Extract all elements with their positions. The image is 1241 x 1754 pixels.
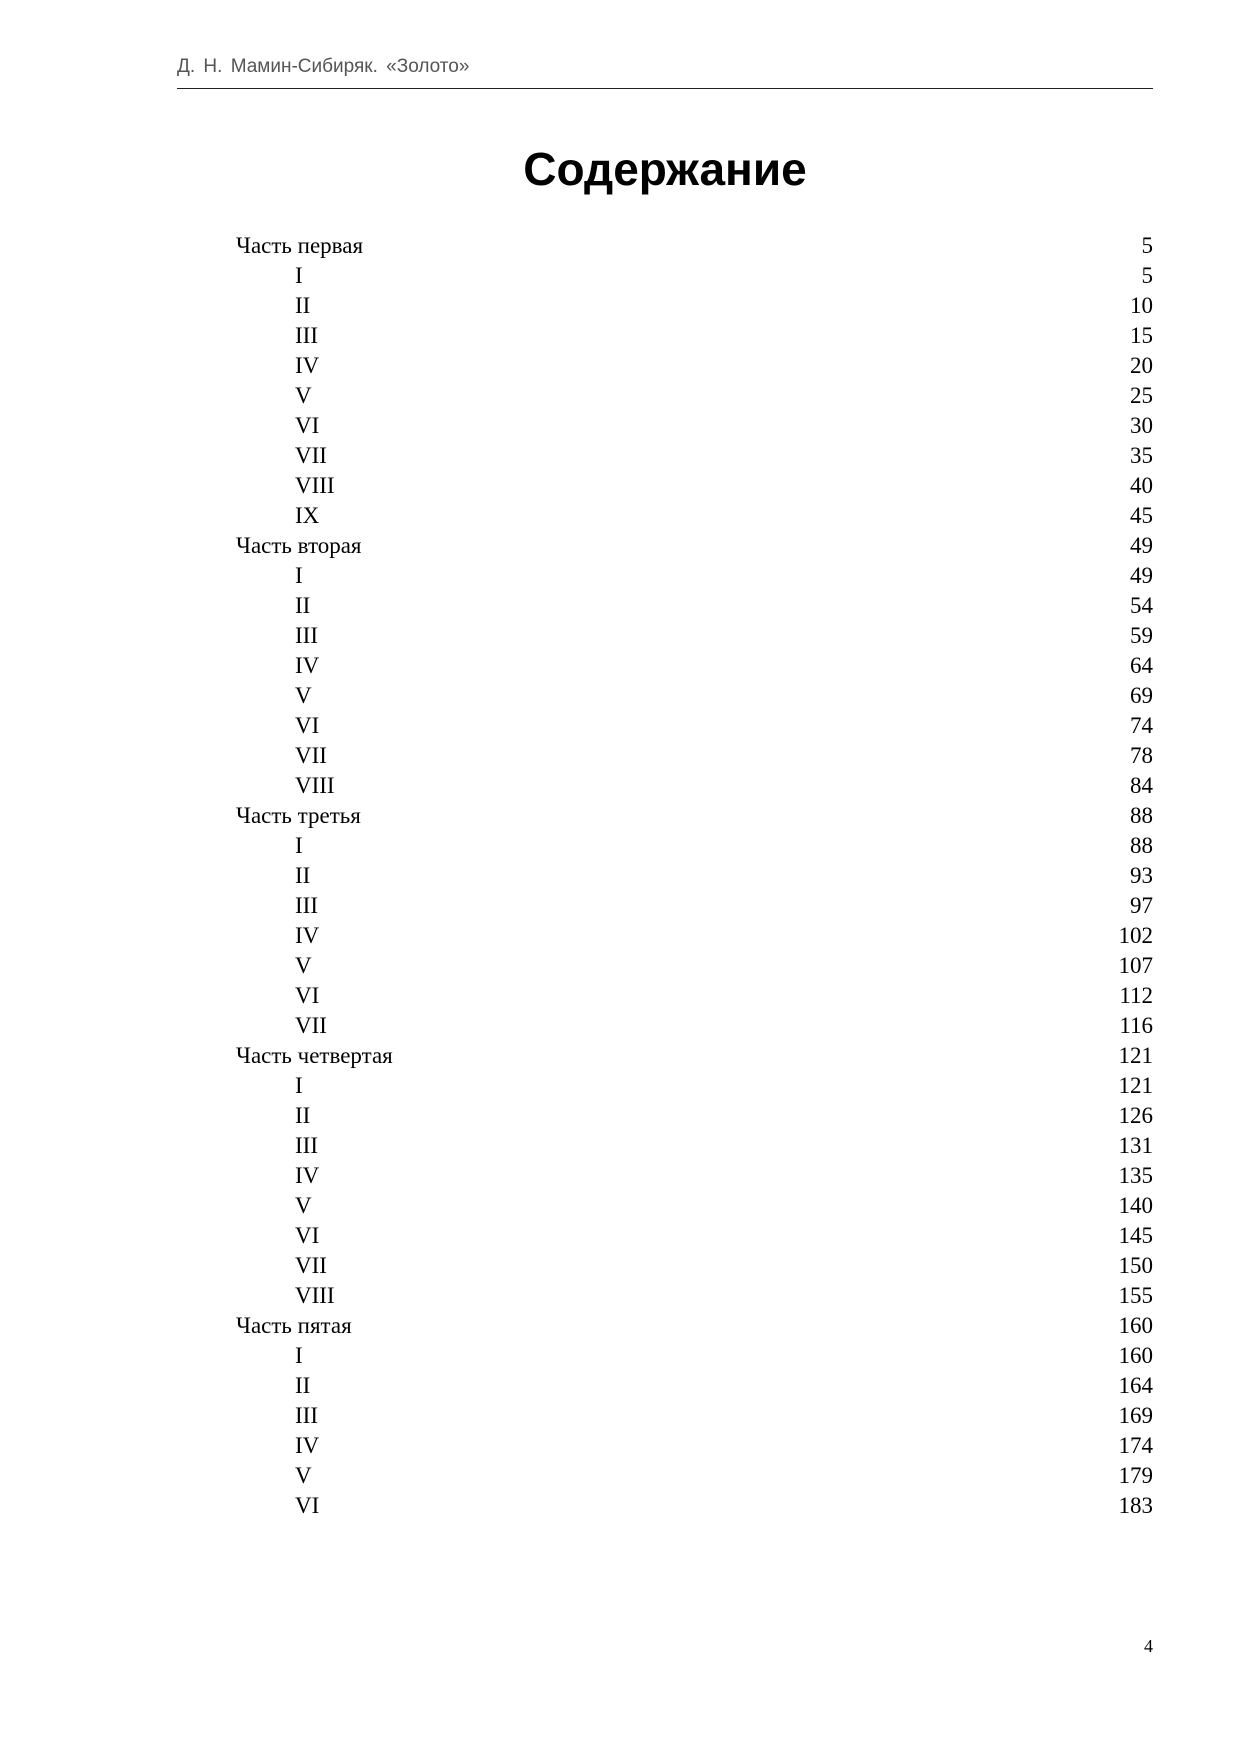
toc-chapter-entry[interactable] xyxy=(236,1281,1153,1311)
toc-part-title: Часть первая xyxy=(236,233,364,258)
toc-page-number: 112 xyxy=(1119,983,1153,1008)
page-title: Содержание xyxy=(523,143,807,195)
toc-chapter-number: I xyxy=(295,1073,303,1098)
toc-chapter-number: II xyxy=(295,1373,311,1398)
toc-chapter-entry[interactable] xyxy=(236,1191,1153,1221)
toc-chapter-entry[interactable] xyxy=(236,921,1153,951)
toc-chapter-entry[interactable] xyxy=(236,681,1153,711)
toc-page-number: 169 xyxy=(1118,1403,1153,1428)
toc-page-number: 107 xyxy=(1118,953,1153,978)
toc-part-entry[interactable] xyxy=(236,531,1153,561)
toc-part-title: Часть третья xyxy=(236,803,361,828)
toc-chapter-entry[interactable] xyxy=(236,261,1153,291)
toc-page-number: 164 xyxy=(1118,1373,1153,1398)
toc-chapter-number: IV xyxy=(295,1433,320,1458)
toc-chapter-entry[interactable] xyxy=(236,1011,1153,1041)
toc-page-number: 145 xyxy=(1118,1223,1153,1248)
toc-page-number: 64 xyxy=(1130,653,1153,678)
toc-page-number: 25 xyxy=(1130,383,1153,408)
toc-chapter-entry[interactable] xyxy=(236,1071,1153,1101)
toc-chapter-entry[interactable] xyxy=(236,291,1153,321)
toc-chapter-number: IV xyxy=(295,923,320,948)
toc-page-number: 69 xyxy=(1130,683,1153,708)
toc-page-number: 30 xyxy=(1130,413,1153,438)
toc-page-number: 121 xyxy=(1118,1073,1153,1098)
toc-chapter-entry[interactable] xyxy=(236,1431,1153,1461)
toc-page-number: 126 xyxy=(1118,1103,1153,1128)
toc-chapter-number: V xyxy=(295,383,312,408)
toc-chapter-entry[interactable] xyxy=(236,771,1153,801)
toc-chapter-number: II xyxy=(295,1103,311,1128)
toc-page-number: 45 xyxy=(1130,503,1153,528)
toc-page-number: 49 xyxy=(1130,533,1153,558)
running-header: Д. Н. Мамин-Сибиряк. «Золото» xyxy=(177,56,470,77)
toc-chapter-number: VI xyxy=(295,1493,320,1518)
toc-page-number: 88 xyxy=(1130,833,1153,858)
toc-chapter-number: IV xyxy=(295,653,320,678)
toc-page-number: 97 xyxy=(1130,893,1153,918)
toc-chapter-number: III xyxy=(295,1133,318,1158)
toc-page-number: 102 xyxy=(1118,923,1153,948)
toc-chapter-entry[interactable] xyxy=(236,411,1153,441)
toc-chapter-number: V xyxy=(295,1193,312,1218)
toc-part-title: Часть пятая xyxy=(236,1313,352,1338)
toc-chapter-number: III xyxy=(295,893,318,918)
toc-page-number: 160 xyxy=(1118,1343,1153,1368)
toc-part-entry[interactable] xyxy=(236,801,1153,831)
toc-chapter-entry[interactable] xyxy=(236,1341,1153,1371)
toc-chapter-number: VI xyxy=(295,983,320,1008)
toc-page-number: 93 xyxy=(1130,863,1153,888)
toc-chapter-number: II xyxy=(295,593,311,618)
toc-chapter-number: VI xyxy=(295,413,320,438)
toc-chapter-entry[interactable] xyxy=(236,1101,1153,1131)
toc-page-number: 160 xyxy=(1118,1313,1153,1338)
toc-page-number: 183 xyxy=(1118,1493,1153,1518)
toc-chapter-number: I xyxy=(295,833,303,858)
toc-page-number: 140 xyxy=(1118,1193,1153,1218)
toc-page-number: 20 xyxy=(1130,353,1153,378)
toc-chapter-entry[interactable] xyxy=(236,981,1153,1011)
toc-chapter-number: VIII xyxy=(295,773,335,798)
toc-page-number: 40 xyxy=(1130,473,1153,498)
toc-page-number: 10 xyxy=(1130,293,1153,318)
toc-chapter-entry[interactable] xyxy=(236,471,1153,501)
toc-chapter-number: I xyxy=(295,263,303,288)
toc-chapter-number: V xyxy=(295,1463,312,1488)
toc-part-entry[interactable] xyxy=(236,1041,1153,1071)
toc-chapter-number: I xyxy=(295,563,303,588)
toc-chapter-entry[interactable] xyxy=(236,1251,1153,1281)
toc-chapter-number: VII xyxy=(295,1253,327,1278)
toc-chapter-entry[interactable] xyxy=(236,711,1153,741)
toc-chapter-entry[interactable] xyxy=(236,1401,1153,1431)
toc-chapter-entry[interactable] xyxy=(236,561,1153,591)
toc-chapter-number: III xyxy=(295,623,318,648)
toc-page-number: 54 xyxy=(1130,593,1153,618)
toc-chapter-number: VII xyxy=(295,1013,327,1038)
toc-page-number: 49 xyxy=(1130,563,1153,588)
toc-chapter-number: VIII xyxy=(295,473,335,498)
toc-chapter-number: V xyxy=(295,683,312,708)
toc-chapter-entry[interactable] xyxy=(236,501,1153,531)
toc-chapter-number: II xyxy=(295,293,311,318)
toc-chapter-entry[interactable] xyxy=(236,321,1153,351)
toc-part-title: Часть четвертая xyxy=(236,1043,393,1068)
toc-chapter-entry[interactable] xyxy=(236,861,1153,891)
toc-page-number: 174 xyxy=(1118,1433,1153,1458)
toc-chapter-number: VI xyxy=(295,713,320,738)
toc-page-number: 179 xyxy=(1118,1463,1153,1488)
toc-chapter-entry[interactable] xyxy=(236,831,1153,861)
toc-page-number: 5 xyxy=(1141,263,1153,288)
toc-chapter-number: I xyxy=(295,1343,303,1368)
toc-page-number: 131 xyxy=(1118,1133,1153,1158)
toc-chapter-number: VI xyxy=(295,1223,320,1248)
toc-chapter-entry[interactable] xyxy=(236,951,1153,981)
toc-chapter-entry[interactable] xyxy=(236,621,1153,651)
toc-chapter-number: IV xyxy=(295,1163,320,1188)
toc-page-number: 15 xyxy=(1130,323,1153,348)
toc-page-number: 155 xyxy=(1118,1283,1153,1308)
toc-page-number: 78 xyxy=(1130,743,1153,768)
toc-part-title: Часть вторая xyxy=(236,533,362,558)
toc-chapter-number: VII xyxy=(295,443,327,468)
toc-part-entry[interactable] xyxy=(236,231,1153,261)
toc-chapter-number: IX xyxy=(295,503,320,528)
toc-chapter-entry[interactable] xyxy=(236,1461,1153,1491)
toc-page-number: 59 xyxy=(1130,623,1153,648)
toc-page-number: 135 xyxy=(1118,1163,1153,1188)
toc-chapter-number: III xyxy=(295,323,318,348)
toc-chapter-number: VII xyxy=(295,743,327,768)
toc-page-number: 121 xyxy=(1118,1043,1153,1068)
toc-page-number: 5 xyxy=(1141,233,1153,258)
toc-chapter-entry[interactable] xyxy=(236,1161,1153,1191)
toc-chapter-number: VIII xyxy=(295,1283,335,1308)
toc-chapter-entry[interactable] xyxy=(236,441,1153,471)
toc-part-entry[interactable] xyxy=(236,1311,1153,1341)
toc-chapter-number: IV xyxy=(295,353,320,378)
toc-chapter-number: V xyxy=(295,953,312,978)
toc-page-number: 150 xyxy=(1118,1253,1153,1278)
toc-chapter-entry[interactable] xyxy=(236,1491,1153,1521)
toc-page-number: 116 xyxy=(1119,1013,1153,1038)
toc-page-number: 84 xyxy=(1130,773,1153,798)
toc-page-number: 35 xyxy=(1130,443,1153,468)
toc-chapter-number: III xyxy=(295,1403,318,1428)
toc-chapter-entry[interactable] xyxy=(236,1221,1153,1251)
header-rule xyxy=(177,88,1153,89)
page-number: 4 xyxy=(1144,1636,1153,1656)
toc-chapter-number: II xyxy=(295,863,311,888)
toc-chapter-entry[interactable] xyxy=(236,651,1153,681)
toc-chapter-entry[interactable] xyxy=(236,741,1153,771)
toc-page-number: 88 xyxy=(1130,803,1153,828)
toc-chapter-entry[interactable] xyxy=(236,591,1153,621)
toc-chapter-entry[interactable] xyxy=(236,891,1153,921)
toc-chapter-entry[interactable] xyxy=(236,1371,1153,1401)
toc-chapter-entry[interactable] xyxy=(236,351,1153,381)
toc-chapter-entry[interactable] xyxy=(236,381,1153,411)
toc-page-number: 74 xyxy=(1130,713,1153,738)
toc-chapter-entry[interactable] xyxy=(236,1131,1153,1161)
table-of-contents xyxy=(236,231,1153,1521)
